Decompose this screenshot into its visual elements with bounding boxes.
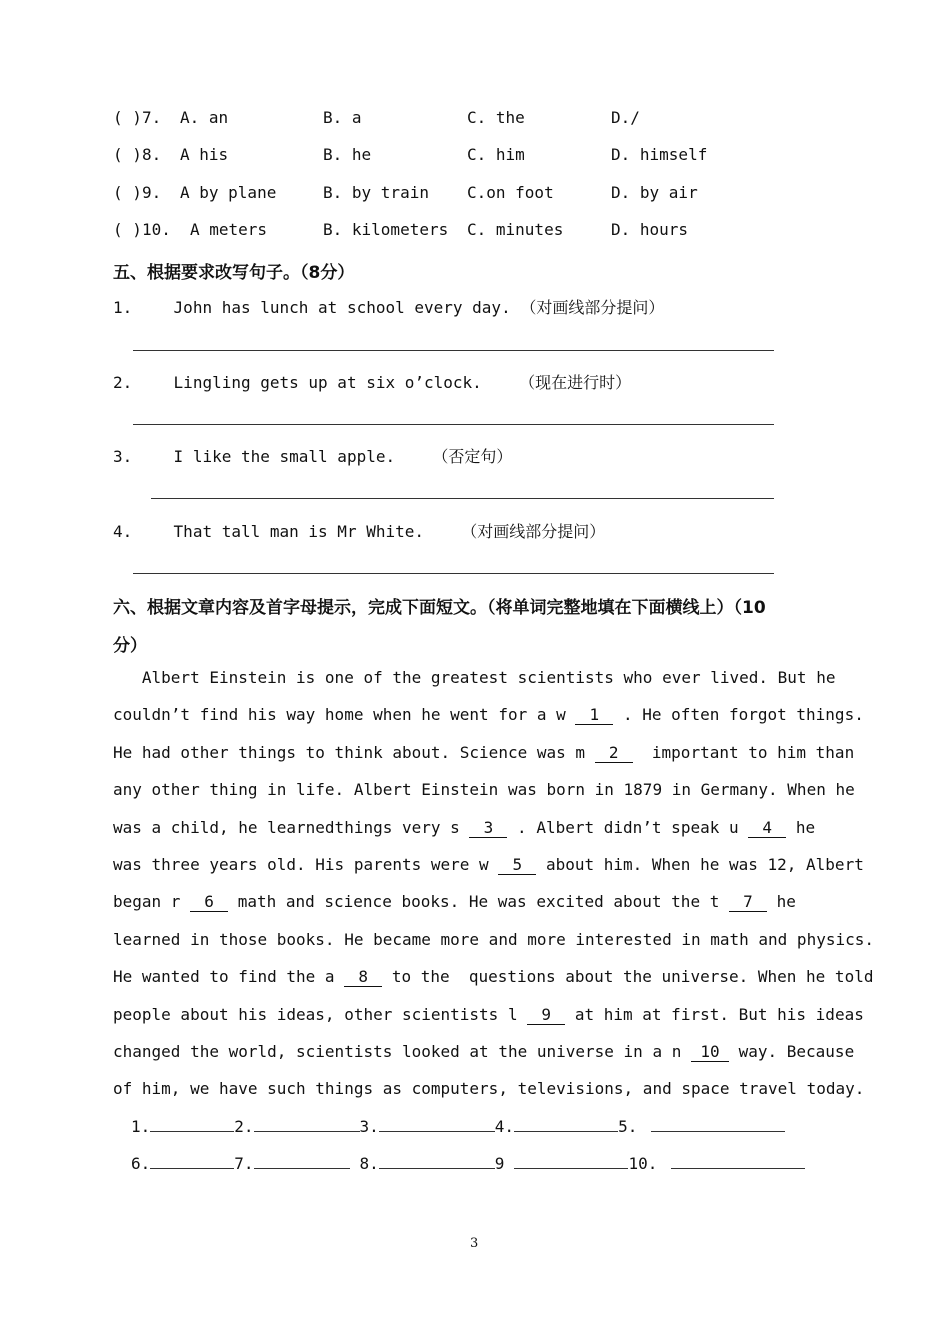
answer-label-1: 1. xyxy=(131,1117,151,1136)
passage-blank[interactable]: 6 xyxy=(190,893,228,912)
answer-bracket[interactable]: ( ) xyxy=(113,220,142,239)
passage-text: at him at first. But his ideas xyxy=(565,1004,864,1024)
item-number: 3. xyxy=(113,447,133,466)
answer-label-3: 3. xyxy=(359,1117,379,1136)
option-d: D./ xyxy=(611,108,640,127)
answer-bracket[interactable]: ( ) xyxy=(113,108,142,127)
passage-text: about him. When he was 12, Albert xyxy=(536,855,864,874)
passage-line xyxy=(113,1079,865,1099)
section-5-title: 五、根据要求改写句子。（8分） xyxy=(113,263,355,283)
answer-blank-3[interactable] xyxy=(379,1117,495,1132)
item-hint: （对画线部分提问） xyxy=(461,522,606,541)
option-c: C. minutes xyxy=(467,220,564,239)
passage-text: important to him than xyxy=(632,742,855,762)
item-sentence: That tall man is Mr White. xyxy=(173,522,424,541)
passage-blank[interactable]: 10 xyxy=(691,1043,729,1062)
item-sentence: John has lunch at school every day. xyxy=(173,298,511,317)
passage-text: He had other things to think about. Science was m xyxy=(113,742,595,762)
passage-text: to the questions about the universe. When he told xyxy=(382,967,874,987)
section-6-title: 六、根据文章内容及首字母提示，完成下面短文。（将单词完整地填在下面横线上）（10 xyxy=(113,598,766,618)
answer-line-4[interactable] xyxy=(133,573,774,574)
passage-line xyxy=(113,892,855,912)
passage-text: began r xyxy=(113,892,191,912)
answer-blank-5[interactable] xyxy=(651,1117,785,1132)
passage-blank[interactable]: 8 xyxy=(344,968,382,987)
passage-line xyxy=(113,780,855,799)
answer-row-2 xyxy=(131,1154,805,1173)
rewrite-item-1 xyxy=(113,295,664,318)
passage-blank[interactable]: 2 xyxy=(595,744,633,763)
answer-label-2: 2. xyxy=(234,1117,254,1136)
answer-line-2[interactable] xyxy=(133,424,774,425)
option-c: C. him xyxy=(467,145,525,164)
option-d: D. by air xyxy=(611,183,698,202)
answer-label-9: 9 xyxy=(494,1154,505,1173)
passage-line xyxy=(113,818,855,838)
answer-label-6: 6. xyxy=(131,1154,151,1173)
option-c: C. the xyxy=(467,108,525,127)
item-sentence: Lingling gets up at six o’clock. xyxy=(173,373,482,392)
answer-blank-7[interactable] xyxy=(254,1154,350,1169)
answer-blank-1[interactable] xyxy=(150,1117,234,1132)
answer-label-8: 8. xyxy=(359,1154,379,1173)
option-a: A by plane xyxy=(180,183,277,202)
option-b: B. a xyxy=(323,108,362,127)
passage-blank[interactable]: 9 xyxy=(527,1006,565,1025)
passage-text: he xyxy=(766,892,796,912)
passage-blank[interactable]: 1 xyxy=(575,706,613,725)
passage-text: way. Because xyxy=(728,1042,855,1061)
passage-text: any other thing in life. Albert Einstein was born in 1879 in Germany. When he xyxy=(113,780,855,800)
passage-line xyxy=(113,1004,864,1025)
option-a: A. an xyxy=(180,108,229,127)
passage-text: was a child, he learnedthings very s xyxy=(113,817,470,837)
answer-blank-9[interactable] xyxy=(514,1154,628,1169)
section-6-title-cont: 分） xyxy=(113,636,147,656)
option-d: D. hours xyxy=(611,220,689,239)
answer-blank-4[interactable] xyxy=(514,1117,618,1132)
passage-line xyxy=(113,705,864,725)
option-d: D. himself xyxy=(611,145,708,164)
answer-blank-8[interactable] xyxy=(379,1154,495,1169)
passage-line xyxy=(113,743,855,763)
passage-text: he xyxy=(786,817,816,837)
rewrite-item-2 xyxy=(113,370,631,393)
passage-line xyxy=(113,855,864,875)
item-number: 2. xyxy=(113,373,133,392)
page-number: 3 xyxy=(470,1236,479,1251)
passage-text: . He often forgot things. xyxy=(613,705,864,725)
option-c: C.on foot xyxy=(467,183,554,202)
answer-label-10: 10. xyxy=(628,1154,658,1173)
answer-line-3[interactable] xyxy=(151,498,774,499)
item-hint: （否定句） xyxy=(432,447,513,466)
answer-blank-10[interactable] xyxy=(671,1154,805,1169)
answer-row-1 xyxy=(131,1117,785,1136)
passage-text: Albert Einstein is one of the greatest scientists who ever lived. But he xyxy=(113,668,836,687)
option-b: B. he xyxy=(323,145,372,164)
answer-blank-6[interactable] xyxy=(150,1154,234,1169)
passage-blank[interactable]: 4 xyxy=(748,819,786,838)
option-a: A meters xyxy=(190,220,268,239)
item-number: 1. xyxy=(113,298,133,317)
item-hint: （现在进行时） xyxy=(519,373,632,392)
question-number: 9. xyxy=(142,183,162,202)
rewrite-item-3 xyxy=(113,444,512,467)
passage-blank[interactable]: 7 xyxy=(729,893,767,912)
passage-text: He wanted to find the a xyxy=(113,967,345,987)
passage-line xyxy=(113,1042,855,1062)
answer-label-4: 4. xyxy=(494,1117,515,1136)
answer-blank-2[interactable] xyxy=(254,1117,360,1132)
passage-blank[interactable]: 5 xyxy=(498,856,536,875)
answer-label-7: 7. xyxy=(234,1154,254,1173)
answer-line-1[interactable] xyxy=(133,350,774,351)
passage-line xyxy=(113,967,874,987)
passage-text: people about his ideas, other scientists l xyxy=(113,1004,528,1024)
passage-text: was three years old. His parents were w xyxy=(113,855,499,874)
passage-text: changed the world, scientists looked at the universe in a n xyxy=(113,1042,691,1061)
passage-text: learned in those books. He became more and more interested in math and physics. xyxy=(113,929,874,949)
question-number: 8. xyxy=(142,145,162,164)
answer-bracket[interactable]: ( ) xyxy=(113,145,142,164)
passage-text: . Albert didn’t speak u xyxy=(507,817,749,837)
item-number: 4. xyxy=(113,522,133,541)
option-a: A his xyxy=(180,145,229,164)
option-b: B. by train xyxy=(323,183,429,202)
item-sentence: I like the small apple. xyxy=(173,447,396,466)
passage-text: couldn’t find his way home when he went for a w xyxy=(113,705,576,725)
passage-line xyxy=(113,929,874,949)
passage-text: math and science books. He was excited about the t xyxy=(228,892,729,912)
answer-label-5: 5. xyxy=(618,1117,638,1136)
option-b: B. kilometers xyxy=(323,220,449,239)
passage-line xyxy=(113,668,855,687)
answer-bracket[interactable]: ( ) xyxy=(113,183,142,202)
passage-blank[interactable]: 3 xyxy=(469,819,507,838)
rewrite-item-4 xyxy=(113,519,605,542)
item-hint: （对画线部分提问） xyxy=(520,298,665,317)
question-number: 7. xyxy=(142,108,162,127)
passage-text: of him, we have such things as computers, televisions, and space travel today. xyxy=(113,1079,865,1099)
question-number: 10. xyxy=(142,220,171,239)
